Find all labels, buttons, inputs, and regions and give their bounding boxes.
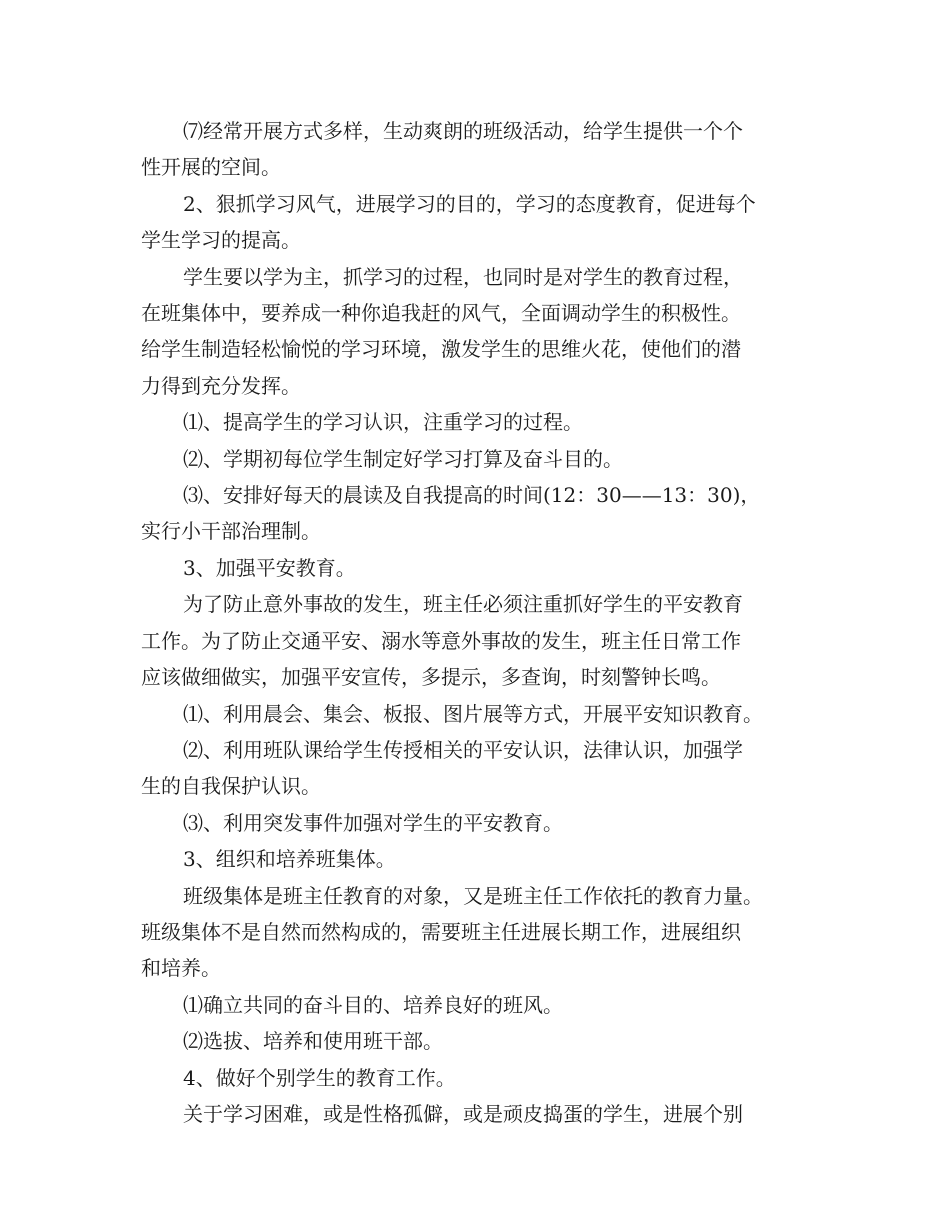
- list-item: ⑴、利用晨会、集会、板报、图片展等方式，开展平安知识教育。: [183, 701, 763, 726]
- paragraph-line: 工作。为了防止交通平安、溺水等意外事故的发生，班主任日常工作: [141, 628, 741, 653]
- list-item: ⑵、利用班队课给学生传授相关的平安认识，法律认识，加强学: [183, 737, 743, 762]
- paragraph-line: 在班集体中，要养成一种你追我赶的风气，全面调动学生的积极性。: [141, 301, 741, 326]
- paragraph-line: 学生学习的提高。: [141, 228, 301, 253]
- paragraph-line: 关于学习困难，或是性格孤僻，或是顽皮捣蛋的学生，进展个别: [183, 1101, 743, 1126]
- paragraph-line: 给学生制造轻松愉悦的学习环境，激发学生的思维火花，使他们的潜: [141, 337, 741, 362]
- section-heading: 3、加强平安教育。: [183, 555, 356, 580]
- paragraph-line: 性开展的空间。: [141, 155, 281, 180]
- paragraph-line: 为了防止意外事故的发生，班主任必须注重抓好学生的平安教育: [183, 592, 743, 617]
- paragraph-line: 班级集体不是自然而然构成的，需要班主任进展长期工作，进展组织: [141, 919, 741, 944]
- paragraph-line: 学生要以学为主，抓学习的过程，也同时是对学生的教育过程，: [183, 264, 743, 289]
- section-heading: 3、组织和培养班集体。: [183, 847, 396, 872]
- paragraph-line: 实行小干部治理制。: [141, 519, 321, 544]
- list-item: ⑵、学期初每位学生制定好学习打算及奋斗目的。: [183, 446, 623, 471]
- section-heading: 4、做好个别学生的教育工作。: [183, 1065, 456, 1090]
- paragraph-line: ⑺经常开展方式多样，生动爽朗的班级活动，给学生提供一个个: [183, 119, 743, 143]
- paragraph-line: 应该做细做实，加强平安宣传，多提示，多查询，时刻警钟长鸣。: [141, 665, 721, 690]
- list-item: ⑵选拔、培养和使用班干部。: [183, 1029, 443, 1054]
- paragraph-line: 班级集体是班主任教育的对象，又是班主任工作依托的教育力量。: [183, 883, 763, 908]
- list-item: ⑶、利用突发事件加强对学生的平安教育。: [183, 810, 563, 835]
- list-item: ⑴、提高学生的学习认识，注重学习的过程。: [183, 410, 583, 435]
- paragraph-line: 生的自我保护认识。: [141, 774, 321, 799]
- paragraph-line: 力得到充分发挥。: [141, 373, 301, 398]
- paragraph-line: 和培养。: [141, 956, 221, 981]
- list-item: ⑶、安排好每天的晨读及自我提高的时间(12：30——13：30)，: [183, 483, 761, 508]
- document-body: [141, 113, 841, 1132]
- list-item: ⑴确立共同的奋斗目的、培养良好的班风。: [183, 992, 563, 1017]
- section-heading: 2、狠抓学习风气，进展学习的目的，学习的态度教育，促进每个: [183, 191, 756, 216]
